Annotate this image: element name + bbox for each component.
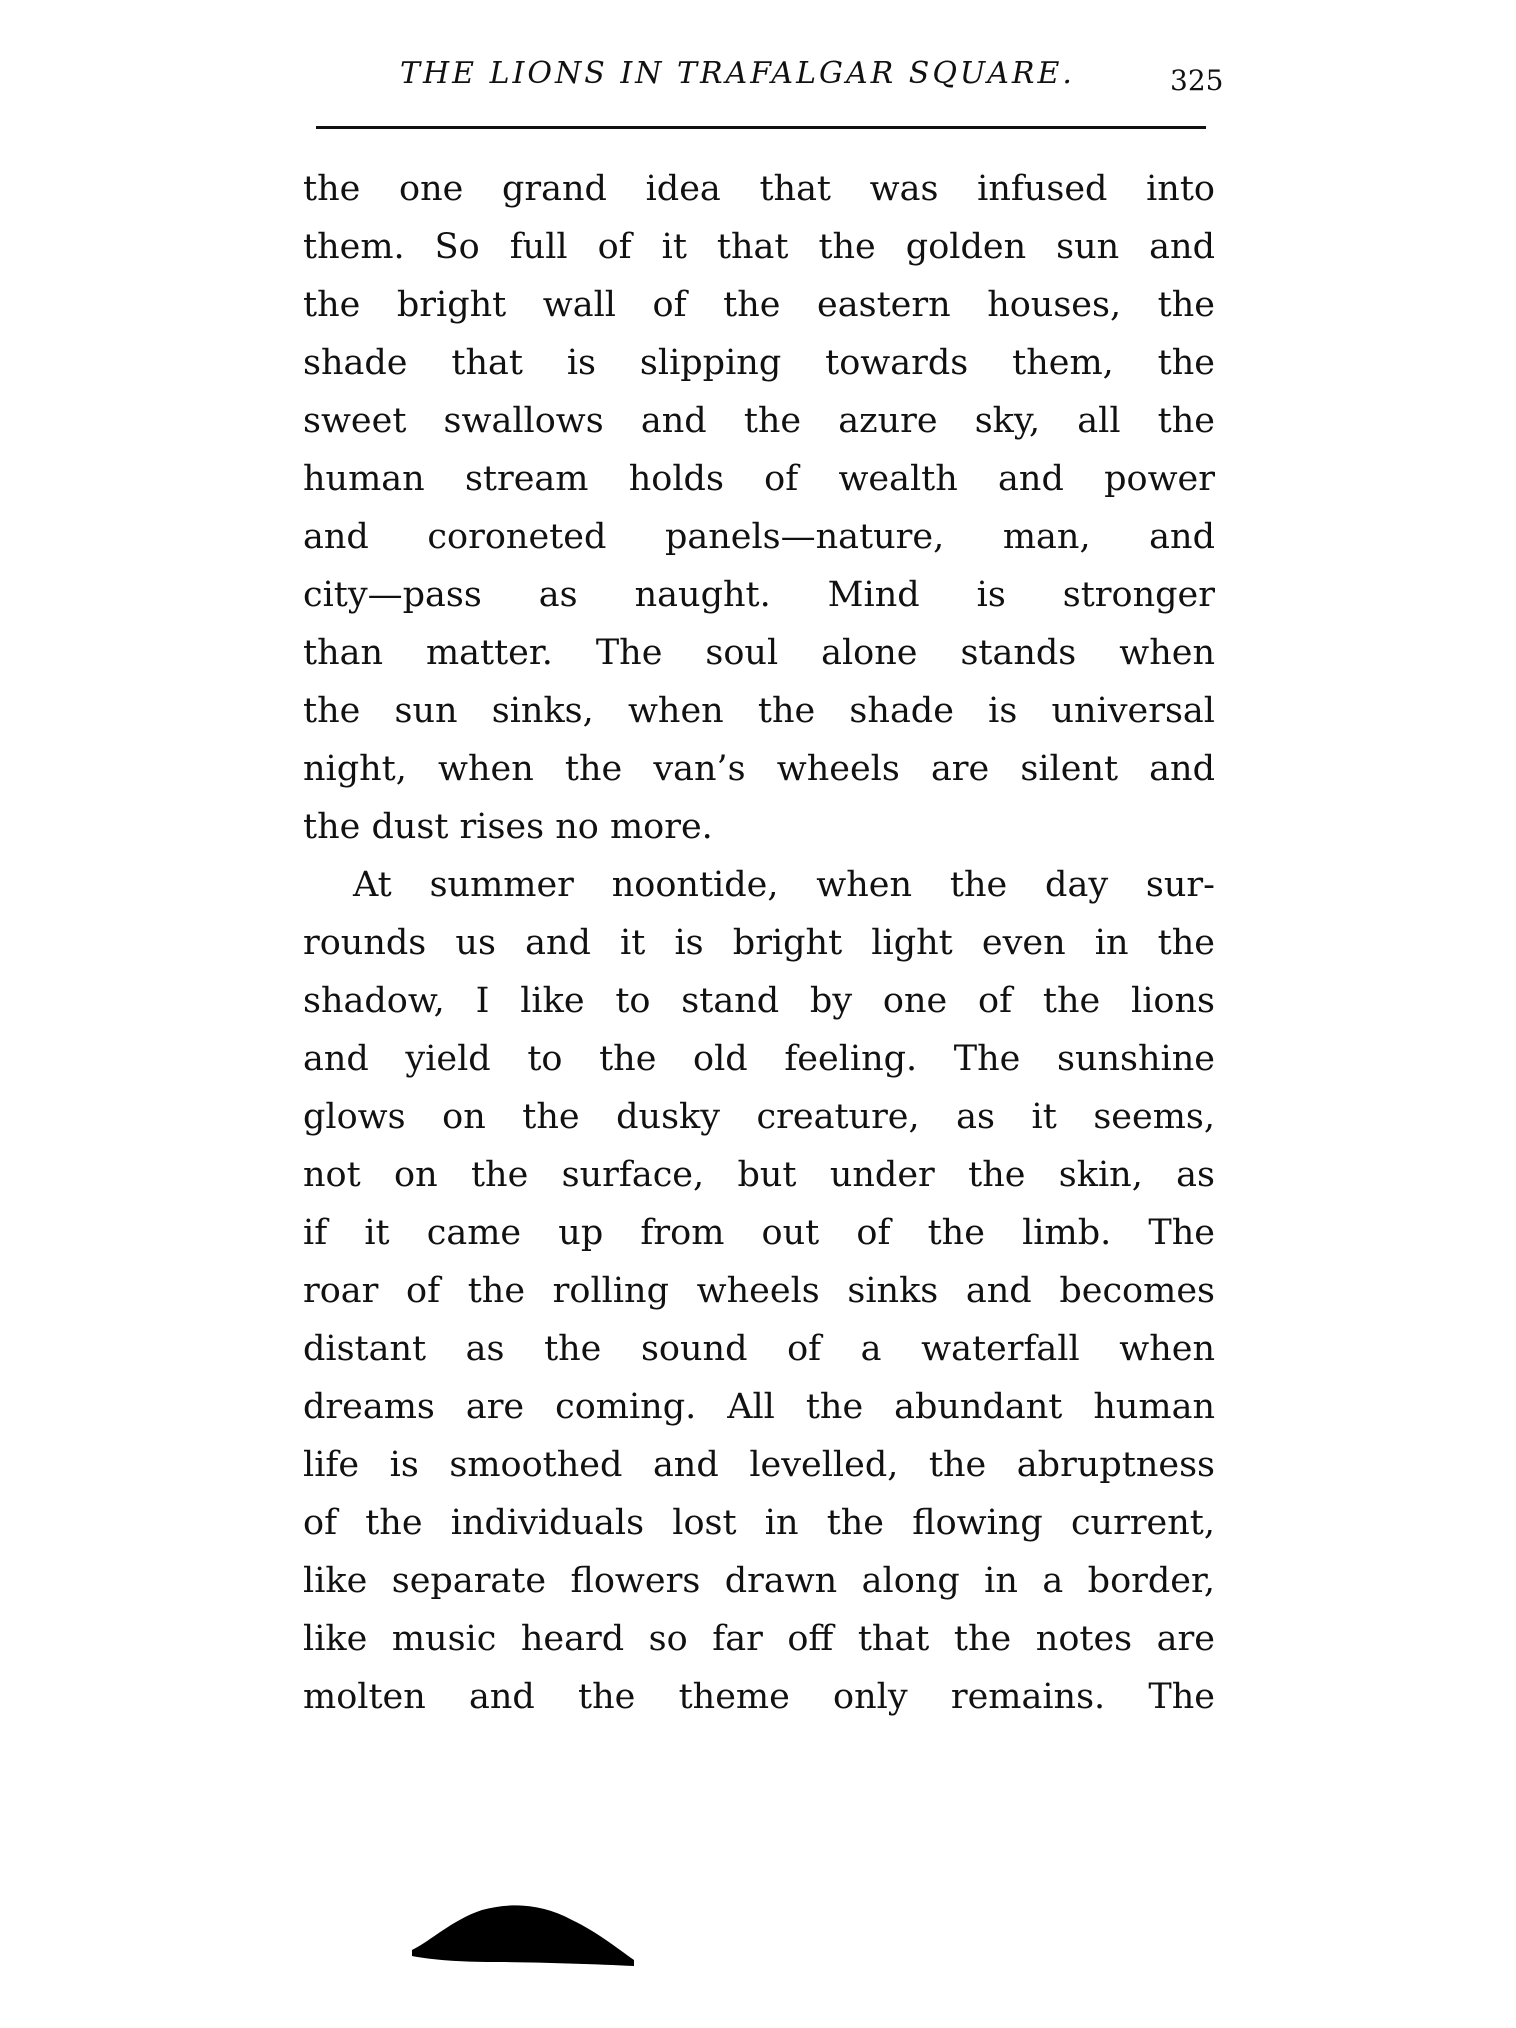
page-number: 325	[1170, 64, 1224, 97]
text-line: dreams are coming. All the abundant human	[303, 1387, 1215, 1427]
text-line: the bright wall of the eastern houses, the	[303, 285, 1215, 325]
text-line: distant as the sound of a waterfall when	[303, 1329, 1215, 1369]
text-line: the one grand idea that was infused into	[303, 169, 1215, 209]
page-body	[303, 160, 1215, 1726]
running-head: THE LIONS IN TRAFALGAR SQUARE.	[400, 56, 1075, 91]
text-line: city—pass as naught. Mind is stronger	[303, 575, 1215, 615]
header-rule	[316, 126, 1206, 129]
text-line: shade that is slipping towards them, the	[303, 343, 1215, 383]
text-line: shadow, I like to stand by one of the lions	[303, 981, 1215, 1021]
text-line: the dust rises no more.	[303, 807, 713, 847]
text-line: of the individuals lost in the flowing current,	[303, 1503, 1215, 1543]
text-line: them. So full of it that the golden sun and	[303, 227, 1215, 267]
text-line: molten and the theme only remains. The	[303, 1677, 1215, 1717]
text-line: and coroneted panels—nature, man, and	[303, 517, 1215, 557]
text-line: like music heard so far off that the notes are	[303, 1619, 1215, 1659]
text-line: the sun sinks, when the shade is universal	[303, 691, 1215, 731]
text-line: At summer noontide, when the day sur-	[353, 865, 1215, 905]
text-line: night, when the van’s wheels are silent and	[303, 749, 1215, 789]
text-line: like separate flowers drawn along in a border,	[303, 1561, 1215, 1601]
text-line: sweet swallows and the azure sky, all the	[303, 401, 1215, 441]
ink-blot	[412, 1900, 634, 1970]
text-line: if it came up from out of the limb. The	[303, 1213, 1215, 1253]
text-line: not on the surface, but under the skin, as	[303, 1155, 1215, 1195]
text-line: roar of the rolling wheels sinks and becomes	[303, 1271, 1215, 1311]
text-line: human stream holds of wealth and power	[303, 459, 1215, 499]
text-line: than matter. The soul alone stands when	[303, 633, 1215, 673]
text-line: rounds us and it is bright light even in the	[303, 923, 1215, 963]
text-line: and yield to the old feeling. The sunshine	[303, 1039, 1215, 1079]
text-line: life is smoothed and levelled, the abruptness	[303, 1445, 1215, 1485]
text-line: glows on the dusky creature, as it seems,	[303, 1097, 1215, 1137]
